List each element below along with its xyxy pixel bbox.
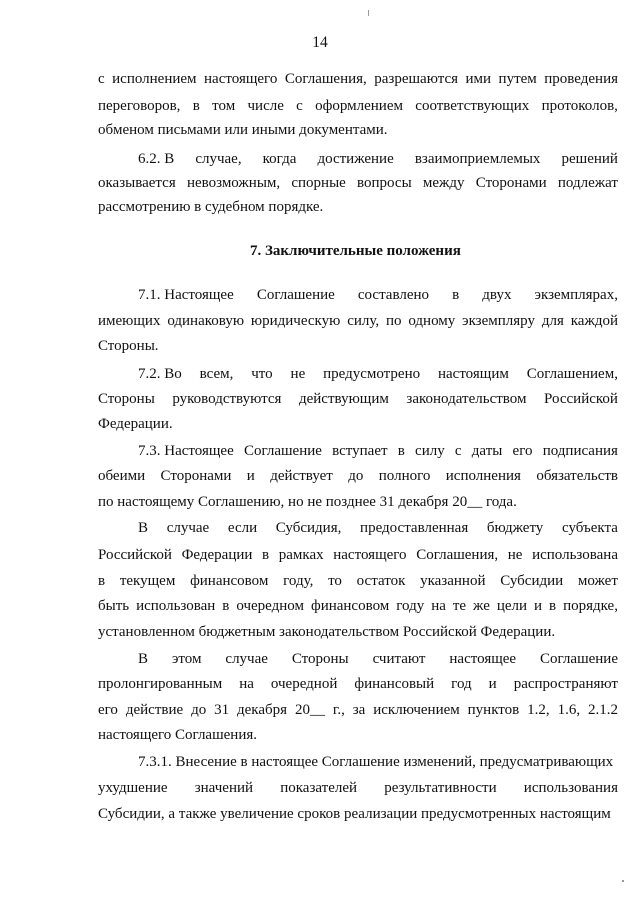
word: 7.3. Настоящее xyxy=(138,443,234,459)
word: настоящим xyxy=(437,366,509,382)
text-line: рассмотрению в судебном порядке. xyxy=(98,199,324,215)
word: порядке, xyxy=(563,598,618,614)
word: до xyxy=(191,702,207,718)
word: 31 xyxy=(214,702,230,718)
word: финансовом xyxy=(310,598,390,614)
word: настоящее xyxy=(449,651,517,667)
word: те xyxy=(452,598,467,614)
word: действует xyxy=(270,468,333,484)
word: подписания xyxy=(542,443,618,459)
word: то xyxy=(328,573,342,589)
text-line: Стороны. xyxy=(98,338,159,354)
word: том xyxy=(212,98,236,114)
word: значений xyxy=(194,780,254,796)
word: экземплярах, xyxy=(534,287,618,303)
word: Сторонами xyxy=(160,468,232,484)
text-line xyxy=(98,467,618,485)
word: экземпляру xyxy=(462,313,535,329)
text-line xyxy=(98,597,618,615)
word: путем xyxy=(498,71,537,87)
word: Субсидия, xyxy=(275,520,342,536)
word: по xyxy=(385,313,402,329)
word: исполнения xyxy=(445,468,521,484)
text-line xyxy=(98,97,618,115)
word: с xyxy=(454,443,462,459)
word: Соглашение xyxy=(540,651,618,667)
word: разрешаются xyxy=(374,71,459,87)
word: даты xyxy=(471,443,503,459)
text-line: установленном бюджетным законодательством Российской Федерации. xyxy=(98,624,556,640)
word: Соглашения, xyxy=(416,547,499,563)
scan-mark xyxy=(368,10,369,16)
word: с xyxy=(98,71,105,87)
word: очередном xyxy=(236,598,304,614)
word: В xyxy=(138,520,149,536)
word: декабря xyxy=(237,702,288,718)
text-line: 7.3.1. Внесение в настоящее Соглашение изменений, предусматривающих xyxy=(138,754,614,770)
word: достижение xyxy=(317,151,394,167)
word: цели xyxy=(496,598,528,614)
word: не xyxy=(290,366,306,382)
word: вступает xyxy=(332,443,388,459)
word: субъекта xyxy=(562,520,618,536)
word: указанной xyxy=(420,573,486,589)
word: невозможным, xyxy=(186,175,281,191)
word: оформлением xyxy=(315,98,403,114)
word: законодательством xyxy=(406,391,527,407)
text-line xyxy=(98,779,618,797)
word: когда xyxy=(262,151,297,167)
word: подлежат xyxy=(557,175,618,191)
page-number: 14 xyxy=(312,34,328,51)
text-line xyxy=(98,701,618,719)
word: и xyxy=(534,598,543,614)
word: 7.2. Во xyxy=(138,366,182,382)
word: действие xyxy=(125,702,184,718)
word: на xyxy=(239,676,254,692)
word: между xyxy=(422,175,465,191)
word: и xyxy=(246,468,255,484)
section-heading: 7. Заключительные положения xyxy=(250,243,461,259)
word: год xyxy=(451,676,472,692)
word: году, xyxy=(283,573,314,589)
word: предусмотрено xyxy=(323,366,421,382)
text-line: Субсидии, а также увеличение сроков реализации предусмотренных настоящим xyxy=(98,806,611,822)
word: спорные xyxy=(291,175,346,191)
word: Соглашением, xyxy=(526,366,618,382)
word: на xyxy=(431,598,446,614)
word: соответствующих xyxy=(415,98,530,114)
word: в xyxy=(192,98,200,114)
word: за xyxy=(352,702,366,718)
word: составлено xyxy=(357,287,430,303)
word: предоставленная xyxy=(360,520,469,536)
word: результативности xyxy=(384,780,497,796)
word: этом xyxy=(171,651,202,667)
word: случае xyxy=(166,520,210,536)
word: в xyxy=(98,573,106,589)
word: если xyxy=(227,520,258,536)
word: полного xyxy=(378,468,431,484)
word: каждой xyxy=(570,313,618,329)
word: двух xyxy=(482,287,512,303)
word: случае, xyxy=(195,151,242,167)
text-line xyxy=(98,70,618,88)
word: его xyxy=(512,443,533,459)
word: исключением xyxy=(373,702,460,718)
text-line xyxy=(138,442,618,460)
word: настоящего xyxy=(333,547,407,563)
word: 1.2, xyxy=(527,702,550,718)
text-line xyxy=(138,650,618,668)
scan-dot xyxy=(622,880,624,882)
word: в xyxy=(549,598,557,614)
word: использована xyxy=(532,547,618,563)
word: не xyxy=(507,547,523,563)
word: 1.6, xyxy=(557,702,581,718)
word: одинаковую xyxy=(167,313,245,329)
text-line xyxy=(98,675,618,693)
word: Российской xyxy=(98,547,172,563)
word: Стороны xyxy=(98,391,155,407)
word: рамках xyxy=(278,547,324,563)
word: в xyxy=(452,287,460,303)
word: Сторонами xyxy=(475,175,547,191)
word: быть xyxy=(98,598,130,614)
text-line xyxy=(98,312,618,330)
word: решений xyxy=(561,151,618,167)
word: ухудшение xyxy=(98,780,168,796)
word: настоящего xyxy=(204,71,278,87)
word: взаимоприемлемых xyxy=(414,151,541,167)
word: случае xyxy=(225,651,268,667)
word: протоколов, xyxy=(541,98,618,114)
word: силу xyxy=(415,443,445,459)
word: финансовый xyxy=(354,676,435,692)
word: может xyxy=(577,573,618,589)
word: Соглашение xyxy=(256,287,335,303)
word: силу, xyxy=(347,313,380,329)
word: использован xyxy=(136,598,216,614)
word: Стороны xyxy=(291,651,349,667)
word: Соглашение xyxy=(243,443,322,459)
word: действующим xyxy=(298,391,389,407)
text-line xyxy=(138,150,618,168)
word: с xyxy=(296,98,303,114)
word: очередной xyxy=(270,676,338,692)
word: для xyxy=(541,313,564,329)
word: 6.2. В xyxy=(138,151,175,167)
word: Соглашения, xyxy=(284,71,367,87)
word: вопросы xyxy=(357,175,412,191)
word: юридическую xyxy=(250,313,341,329)
word: проведения xyxy=(544,71,618,87)
text-line: обменом письмами или иными документами. xyxy=(98,122,388,138)
word: оказывается xyxy=(98,175,176,191)
word: его xyxy=(98,702,118,718)
text-line: Федерации. xyxy=(98,416,173,432)
word: переговоров, xyxy=(98,98,181,114)
word: 7.1. Настоящее xyxy=(138,287,234,303)
text-line xyxy=(138,286,618,304)
word: г., xyxy=(332,702,345,718)
word: имеющих xyxy=(98,313,161,329)
word: показателей xyxy=(280,780,358,796)
word: 20__ xyxy=(294,702,325,718)
text-line xyxy=(98,174,618,192)
word: Федерации xyxy=(181,547,253,563)
word: 2.1.2 xyxy=(587,702,618,718)
word: числе xyxy=(247,98,284,114)
word: всем, xyxy=(199,366,234,382)
word: что xyxy=(251,366,273,382)
word: считают xyxy=(372,651,426,667)
word: обеими xyxy=(98,468,146,484)
word: и xyxy=(488,676,497,692)
word: пролонгированным xyxy=(98,676,223,692)
text-line xyxy=(138,519,618,537)
word: в xyxy=(262,547,270,563)
word: ими xyxy=(465,71,492,87)
word: использования xyxy=(523,780,618,796)
word: распространяют xyxy=(513,676,618,692)
word: исполнением xyxy=(112,71,197,87)
word: же xyxy=(473,598,490,614)
text-line xyxy=(138,365,618,383)
word: в xyxy=(397,443,405,459)
word: Субсидии xyxy=(500,573,564,589)
text-line: по настоящему Соглашению, но не позднее 31 декабря 20__ года. xyxy=(98,494,517,510)
word: руководствуются xyxy=(172,391,282,407)
text-line xyxy=(98,390,618,408)
word: текущем xyxy=(119,573,176,589)
word: финансовом xyxy=(190,573,269,589)
text-line xyxy=(98,572,618,590)
word: одному xyxy=(408,313,456,329)
word: Российской xyxy=(544,391,618,407)
word: до xyxy=(348,468,364,484)
word: в xyxy=(222,598,230,614)
word: остаток xyxy=(356,573,406,589)
word: пунктов xyxy=(467,702,520,718)
text-line: настоящего Соглашения. xyxy=(98,727,258,743)
word: обязательств xyxy=(536,468,618,484)
word: В xyxy=(138,651,149,667)
text-line xyxy=(98,546,618,564)
word: году xyxy=(396,598,425,614)
word: бюджету xyxy=(486,520,544,536)
